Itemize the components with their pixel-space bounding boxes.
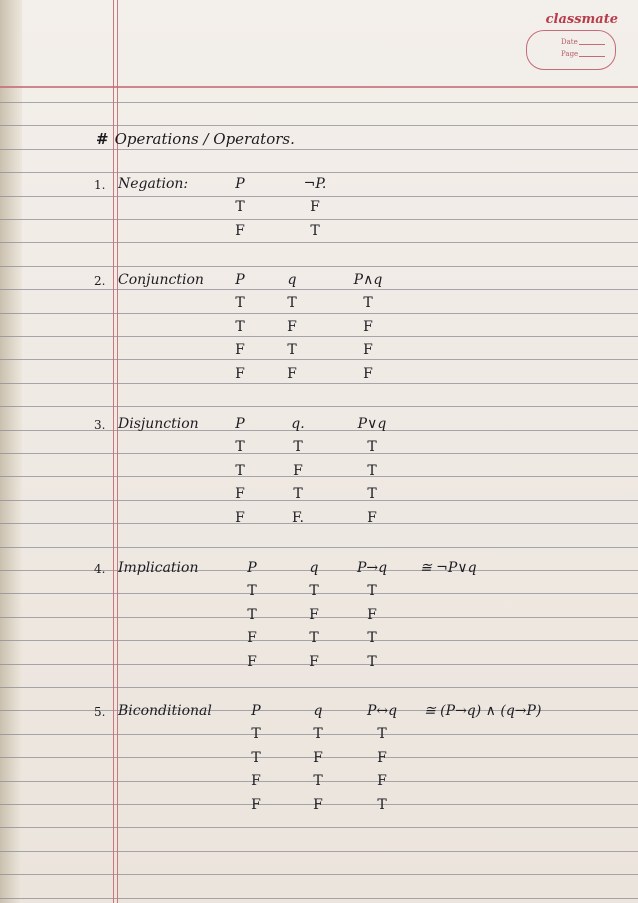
truth-value: F [235,366,245,382]
truth-table-header: q [309,560,319,576]
truth-value: T [251,750,261,766]
truth-table-header: P [235,416,245,432]
ruled-line [0,827,638,828]
truth-value: F [235,342,245,358]
ruled-line [0,547,638,548]
ruled-line [0,313,638,314]
page-title [96,130,295,148]
truth-value: T [377,726,387,742]
header-rule [0,86,638,88]
truth-table-header: P [251,703,261,719]
truth-value: T [247,607,257,623]
ruled-line [0,172,638,173]
truth-table-header: q. [291,416,305,432]
truth-value: T [377,797,387,813]
truth-value: T [309,630,319,646]
ruled-line [0,453,638,454]
truth-value: F [287,366,297,382]
truth-value: T [235,319,245,335]
truth-value: T [367,439,377,455]
ruled-line [0,242,638,243]
truth-value: F [247,654,257,670]
truth-value: T [367,463,377,479]
ruled-line [0,687,638,688]
equivalence-formula: ≅ ¬P∨q [420,560,477,576]
truth-value: T [363,295,373,311]
truth-value: T [287,342,297,358]
ruled-line [0,196,638,197]
section-number: 1. [94,178,106,192]
truth-value: F [251,797,261,813]
truth-value: F [313,750,323,766]
truth-value: T [235,199,245,215]
equivalence-formula: ≅ (P→q) ∧ (q→P) [424,703,542,719]
truth-value: F [310,199,320,215]
ruled-line [0,874,638,875]
truth-value: T [367,654,377,670]
page-binding [0,0,22,903]
section-number: 4. [94,562,106,576]
truth-value: F [247,630,257,646]
truth-value: F [363,319,373,335]
truth-value: T [235,439,245,455]
truth-table-header: P [235,272,245,288]
truth-value: F [309,654,319,670]
truth-table-header: q [287,272,297,288]
ruled-line [0,219,638,220]
truth-value: F [293,463,303,479]
date-page-box [526,30,616,70]
truth-value: F [377,773,387,789]
brand-logo: classmate [545,12,618,27]
ruled-line [0,383,638,384]
truth-value: F [287,319,297,335]
truth-value: F [377,750,387,766]
section-number: 3. [94,418,106,432]
truth-value: F [235,223,245,239]
ruled-line [0,359,638,360]
date-label: Date [561,38,578,46]
truth-table-header: P [247,560,257,576]
truth-value: F [367,607,377,623]
truth-value: F [363,366,373,382]
truth-value: T [251,726,261,742]
ruled-line [0,336,638,337]
truth-value: F [251,773,261,789]
truth-value: T [287,295,297,311]
ruled-line [0,640,638,641]
truth-value: F [313,797,323,813]
truth-table-header: ¬P. [303,176,327,192]
ruled-line [0,500,638,501]
truth-value: T [293,486,303,502]
ruled-line [0,523,638,524]
truth-value: T [293,439,303,455]
ruled-line [0,406,638,407]
operator-name: Conjunction [118,272,204,288]
truth-table-header: P→q [356,560,388,576]
ruled-line [0,102,638,103]
section-number: 5. [94,705,106,719]
operator-name: Biconditional [118,703,212,719]
ruled-line [0,266,638,267]
truth-value: T [235,463,245,479]
operator-name: Implication [118,560,199,576]
section-number: 2. [94,274,106,288]
heading-symbol: # [96,130,109,148]
truth-value: T [367,486,377,502]
truth-value: F [309,607,319,623]
page-line [579,56,605,57]
operator-name: Disjunction [118,416,199,432]
ruled-line [0,476,638,477]
truth-value: F [367,510,377,526]
ruled-line [0,593,638,594]
truth-table-header: q [313,703,323,719]
truth-value: T [310,223,320,239]
page-label: Page [561,50,579,58]
ruled-line [0,149,638,150]
truth-value: F. [292,510,304,526]
truth-table-header: P↔q [366,703,398,719]
ruled-line [0,898,638,899]
ruled-line [0,125,638,126]
truth-value: T [235,295,245,311]
truth-table-header: P∧q [353,272,383,288]
truth-table-header: P [235,176,245,192]
truth-value: T [367,583,377,599]
truth-value: F [235,510,245,526]
truth-value: T [309,583,319,599]
ruled-line [0,851,638,852]
truth-table-header: P∨q [357,416,387,432]
truth-value: T [313,773,323,789]
truth-value: F [363,342,373,358]
truth-value: T [247,583,257,599]
truth-value: F [235,486,245,502]
date-line [579,44,605,45]
truth-value: T [367,630,377,646]
heading-text: Operations / Operators. [114,130,295,148]
truth-value: T [313,726,323,742]
ruled-line [0,289,638,290]
operator-name: Negation: [118,176,189,192]
